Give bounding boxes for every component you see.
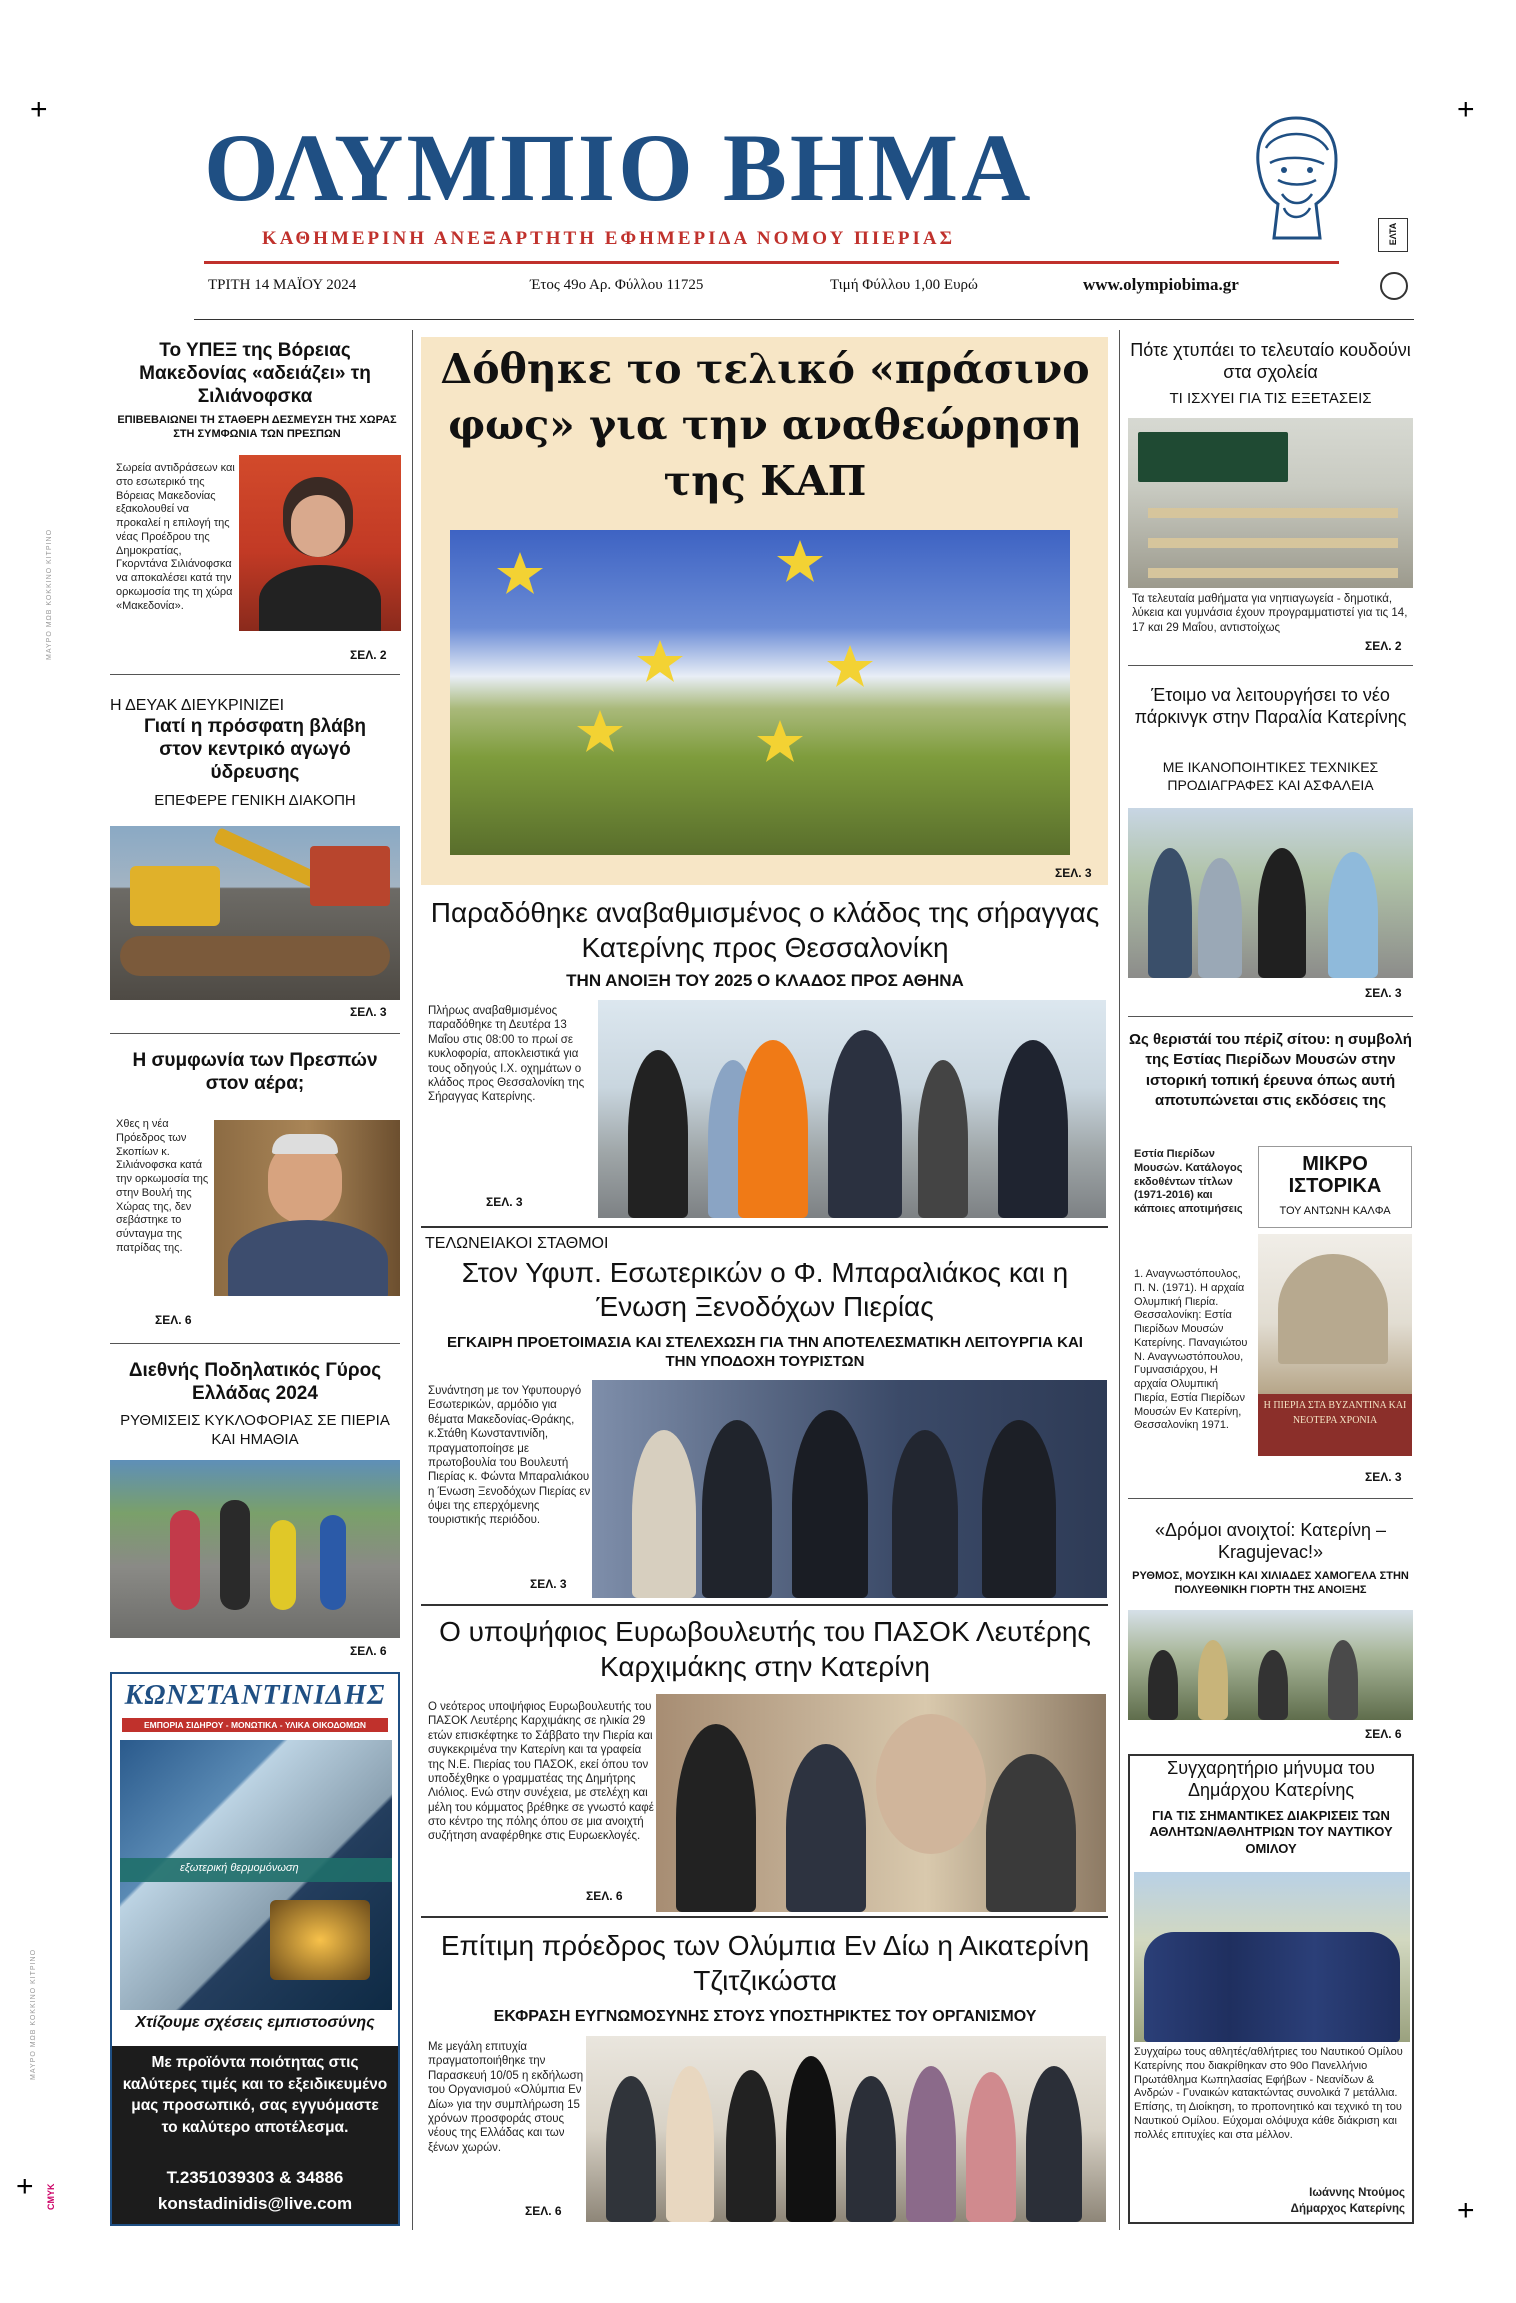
c2-page-ref[interactable]: ΣΕΛ. 3 bbox=[486, 1195, 523, 1209]
masthead-red-rule bbox=[204, 261, 1339, 264]
c5-page-ref[interactable]: ΣΕΛ. 6 bbox=[525, 2204, 562, 2218]
c3-page-ref[interactable]: ΣΕΛ. 3 bbox=[530, 1577, 567, 1591]
a2-headline[interactable]: Γιατί η πρόσφατη βλάβη στον κεντρικό αγωγό ύδρευσης bbox=[143, 716, 367, 783]
registration-mark-top-left: + bbox=[30, 93, 48, 126]
a4-kicker: ΡΥΘΜΙΣΕΙΣ ΚΥΚΛΟΦΟΡΙΑΣ ΣΕ ΠΙΕΡΙΑ ΚΑΙ ΗΜΑΘΙΑ bbox=[120, 1412, 390, 1448]
r3-book-title: Η ΠΙΕΡΙΑ ΣΤΑ ΒΥΖΑΝΤΙΝΑ ΚΑΙ ΝΕΟΤΕΡΑ ΧΡΟΝΙΑ bbox=[1263, 1400, 1407, 1426]
c4-body: Ο νεότερος υποψήφιος Ευρωβουλευτής του ΠΑΣΟΚ Λευτέρης Καρχιμάκης σε ηλικία 29 ετών επισκέφτηκε το Σάββατο την Πιερία και συγκεκριμένα την Κατερίνη και τα γραφεία της Ν.Ε. Πιερίας του ΠΑΣΟΚ, εκεί όπου τον υποδέχθηκε ο γραμματέας της Δημήτρης Λιόλιος. Ενώ στην συνέχεια, με στελέχη και μέλη του κόμματος βρέθηκε σε γνωστό καφέ στο κέντρο της πόλης όπου σε μια ανοιχτή συζήτηση αναφέρθηκε στις Ευρωεκλογές. bbox=[428, 1701, 654, 1843]
rule bbox=[1128, 1016, 1413, 1017]
a3-headline[interactable]: Η συμφωνία των Πρεσπών στον αέρα; bbox=[132, 1050, 378, 1094]
a2-photo-excavator bbox=[110, 826, 400, 1000]
c5-photo-ceremony bbox=[586, 2036, 1106, 2222]
a4-headline[interactable]: Διεθνής Ποδηλατικός Γύρος Ελλάδας 2024 bbox=[128, 1360, 382, 1404]
issue-price: Τιμή Φύλλου 1,00 Ευρώ bbox=[830, 277, 978, 293]
masthead-bottom-rule bbox=[194, 319, 1414, 320]
color-strip-1: ΜΑΥΡΟ ΜΩΒ ΚΟΚΚΙΝΟ ΚΙΤΡΙΝΟ bbox=[46, 528, 53, 660]
r3-bold-text: Εστία Πιερίδων Μουσών. Κατάλογος εκδοθέντων τίτλων (1971-2016) και κάποιες αποτιμήσεις bbox=[1134, 1148, 1243, 1215]
elta-logo: ΕΛΤΑ bbox=[1378, 218, 1408, 252]
masthead-subtitle: ΚΑΘΗΜΕΡΙΝΗ ΑΝΕΞΑΡΤΗΤΗ ΕΦΗΜΕΡΙΔΑ ΝΟΜΟΥ ΠΙΕΡΙΑΣ bbox=[262, 228, 956, 249]
c5-body: Με μεγάλη επιτυχία πραγματοποιήθηκε την Παρασκευή 10/05 η εκδήλωση του Οργανισμού «Ολύμπια Εν Δίω» για την συμπλήρωση 15 χρόνων προσφοράς στους νέους της Ελλάδας και των ξένων χωρών. bbox=[428, 2041, 584, 2154]
ad-image-panels bbox=[120, 1740, 392, 2010]
a1-headline[interactable]: Το ΥΠΕΞ της Βόρειας Μακεδονίας «αδειάζει» τη Σιλιάνοφσκα bbox=[139, 340, 371, 407]
r2-photo-parking bbox=[1128, 808, 1413, 978]
r4-headline[interactable]: «Δρόμοι ανοιχτοί: Κατερίνη – Kragujevac!» bbox=[1155, 1520, 1386, 1562]
r1-kicker: ΤΙ ΙΣΧΥΕΙ ΓΙΑ ΤΙΣ ΕΞΕΤΑΣΕΙΣ bbox=[1169, 390, 1372, 407]
a1-photo bbox=[239, 455, 401, 631]
a3-photo bbox=[214, 1120, 400, 1296]
r1-page-ref[interactable]: ΣΕΛ. 2 bbox=[1365, 639, 1402, 653]
r1-headline[interactable]: Πότε χτυπάει το τελευταίο κουδούνι στα σχολεία bbox=[1130, 340, 1411, 382]
lead-page-ref[interactable]: ΣΕΛ. 3 bbox=[1055, 866, 1092, 880]
c5-kicker: ΕΚΦΡΑΣΗ ΕΥΓΝΩΜΟΣΥΝΗΣ ΣΤΟΥΣ ΥΠΟΣΤΗΡΙΚΤΕΣ ΤΟΥ ΟΡΓΑΝΙΣΜΟΥ bbox=[493, 2008, 1037, 2025]
c3-body: Συνάντηση με τον Υφυπουργό Εσωτερικών, αρμόδιο για θέματα Μακεδονίας-Θράκης, κ.Στάθη Κωνσταντινίδη, πραγματοποίησε με πρωτοβουλία του Βουλευτή Πιερίας κ. Φώντα Μπαραλιάκου η Ένωση Ξενοδόχων Πιερίας εν όψει της επερχόμενης τουριστικής περιόδου. bbox=[428, 1385, 591, 1527]
a1-body: Σωρεία αντιδράσεων και στο εσωτερικό της Βόρειας Μακεδονίας εξακολουθεί να προκαλεί η επιλογή της νέας Προέδρου της Δημοκρατίας, Γκορντάνα Σιλιάνοφσκα να αποκαλέσει κατά την ορκωμοσία της τη χώρα «Μακεδονία». bbox=[116, 462, 235, 612]
rule bbox=[421, 1226, 1108, 1228]
ad-body: Με προϊόντα ποιότητας στις καλύτερες τιμές και το εξειδικευμένο μας προσωπικό, σας εγγυόμαστε το καλύτερο αποτέλεσμα. bbox=[122, 2054, 388, 2137]
c4-photo-pasok bbox=[656, 1694, 1106, 1912]
rule bbox=[110, 1343, 400, 1344]
divider-right bbox=[1119, 330, 1120, 2230]
a1-kicker: ΕΠΙΒΕΒΑΙΩΝΕΙ ΤΗ ΣΤΑΘΕΡΗ ΔΕΣΜΕΥΣΗ ΤΗΣ ΧΩΡΑΣ ΣΤΗ ΣΥΜΦΩΝΙΑ ΤΩΝ ΠΡΕΣΠΩΝ bbox=[117, 414, 397, 440]
a2-kicker: ΕΠΕΦΕΡΕ ΓΕΝΙΚΗ ΔΙΑΚΟΠΗ bbox=[154, 792, 356, 809]
c2-body: Πλήρως αναβαθμισμένος παραδόθηκε τη Δευτέρα 13 Μαΐου στις 08:00 το πρωί σε κυκλοφορία, αποκλειστικά για τους οδηγούς Ι.Χ. οχημάτων ο κλάδος προς Θεσσαλονίκη της Σήραγγας Κατερίνης. bbox=[428, 1005, 585, 1104]
ad-slogan: Χτίζουμε σχέσεις εμπιστοσύνης bbox=[135, 2014, 375, 2031]
r4-kicker: ΡΥΘΜΟΣ, ΜΟΥΣΙΚΗ ΚΑΙ ΧΙΛΙΑΔΕΣ ΧΑΜΟΓΕΛΑ ΣΤΗΝ ΠΟΛΥΕΘΝΙΚΗ ΓΙΟΡΤΗ ΤΗΣ ΑΝΟΙΞΗΣ bbox=[1132, 1570, 1409, 1596]
a2-page-ref[interactable]: ΣΕΛ. 3 bbox=[350, 1005, 387, 1019]
r3-box-title: ΜΙΚΡΟ ΙΣΤΟΡΙΚΑ bbox=[1288, 1153, 1382, 1197]
r5-signature-title: Δήμαρχος Κατερίνης bbox=[1290, 2203, 1405, 2215]
c2-kicker: ΤΗΝ ΑΝΟΙΞΗ ΤΟΥ 2025 Ο ΚΛΑΔΟΣ ΠΡΟΣ ΑΘΗΝΑ bbox=[566, 971, 964, 990]
c4-headline[interactable]: Ο υποψήφιος Ευρωβουλευτής του ΠΑΣΟΚ Λευτέρης Καρχιμάκης στην Κατερίνη bbox=[439, 1616, 1091, 1682]
a3-page-ref[interactable]: ΣΕΛ. 6 bbox=[155, 1313, 192, 1327]
masthead-title: ΟΛΥΜΠΙΟ ΒΗΜΑ bbox=[204, 114, 1034, 221]
r4-page-ref[interactable]: ΣΕΛ. 6 bbox=[1365, 1727, 1402, 1741]
rule bbox=[110, 1033, 400, 1034]
divider-left bbox=[412, 330, 413, 2230]
rule bbox=[421, 1916, 1108, 1918]
r3-page-ref[interactable]: ΣΕΛ. 3 bbox=[1365, 1470, 1402, 1484]
r5-photo-rowers bbox=[1134, 1872, 1410, 2042]
ad-email[interactable]: konstadinidis@live.com bbox=[157, 2194, 353, 2213]
r2-kicker: ΜΕ ΙΚΑΝΟΠΟΙΗΤΙΚΕΣ ΤΕΧΝΙΚΕΣ ΠΡΟΔΙΑΓΡΑΦΕΣ ΚΑΙ ΑΣΦΑΛΕΙΑ bbox=[1162, 759, 1379, 793]
color-strip-2: ΜΑΥΡΟ ΜΩΒ ΚΟΚΚΙΝΟ ΚΙΤΡΙΝΟ bbox=[30, 1948, 37, 2080]
r3-box-author: ΤΟΥ ΑΝΤΩΝΗ ΚΑΛΦΑ bbox=[1279, 1205, 1391, 1217]
ad-image-caption: εξωτερική θερμομόνωση bbox=[180, 1862, 299, 1874]
rule bbox=[110, 674, 400, 675]
lead-headline[interactable]: Δόθηκε το τελικό «πράσινο φως» για την αναθεώρηση της ΚΑΠ bbox=[440, 345, 1090, 505]
r3-body: 1. Αναγνωστόπουλος, Π. Ν. (1971). Η αρχαία Ολυμπική Πιερία. Θεσσαλονίκη: Εστία Πιερίδων Μουσών Κατερίνης. Παναγιώτου Ν. Αναγνωστόπουλου, Γυμνασιάρχου, Η αρχαία Ολυμπική Πιερία, Εστία Πιερίδων Μουσών Εν Κατερίνη, Θεσσαλονίκη 1971. bbox=[1134, 1268, 1248, 1432]
ad-tagline: ΕΜΠΟΡΙΑ ΣΙΔΗΡΟΥ - ΜΟΝΩΤΙΚΑ - ΥΛΙΚΑ ΟΙΚΟΔΟΜΩΝ bbox=[122, 1718, 388, 1732]
registration-mark-bottom-right: + bbox=[1457, 2194, 1475, 2227]
r5-headline[interactable]: Συγχαρητήριο μήνυμα του Δημάρχου Κατερίνης bbox=[1167, 1758, 1375, 1800]
seal-logo bbox=[1380, 272, 1408, 300]
r5-kicker: ΓΙΑ ΤΙΣ ΣΗΜΑΝΤΙΚΕΣ ΔΙΑΚΡΙΣΕΙΣ ΤΩΝ ΑΘΛΗΤΩΝ/ΑΘΛΗΤΡΙΩΝ ΤΟΥ ΝΑΥΤΙΚΟΥ ΟΜΙΛΟΥ bbox=[1149, 1808, 1393, 1856]
issue-date: ΤΡΙΤΗ 14 ΜΑΪΟΥ 2024 bbox=[208, 277, 357, 293]
c3-kicker: ΕΓΚΑΙΡΗ ΠΡΟΕΤΟΙΜΑΣΙΑ ΚΑΙ ΣΤΕΛΕΧΩΣΗ ΓΙΑ ΤΗΝ ΑΠΟΤΕΛΕΣΜΑΤΙΚΗ ΛΕΙΤΟΥΡΓΙΑ ΚΑΙ ΤΗΝ ΥΠΟΔΟΧΗ ΤΟΥΡΙΣΤΩΝ bbox=[447, 1334, 1083, 1370]
a3-body: Χθες η νέα Πρόεδρος των Σκοπίων κ. Σιλιάνοφσκα κατά την ορκωμοσία της στην Βουλή της Χώρας της, δεν σεβάστηκε το σύνταγμα της πατρίδας της. bbox=[116, 1118, 209, 1254]
rule bbox=[421, 1604, 1108, 1606]
ad-brand: ΚΩΝΣΤΑΝΤΙΝΙΔΗΣ bbox=[124, 1680, 386, 1711]
advertisement-konstantinidis[interactable] bbox=[110, 1672, 400, 2226]
r3-book-cover bbox=[1258, 1234, 1412, 1456]
ad-phone[interactable]: Τ.2351039303 & 34886 bbox=[166, 2168, 344, 2187]
c4-page-ref[interactable]: ΣΕΛ. 6 bbox=[586, 1889, 623, 1903]
rule bbox=[1128, 665, 1413, 666]
lead-photo-eu-field bbox=[450, 530, 1070, 855]
issue-number: Έτος 49ο Αρ. Φύλλου 11725 bbox=[530, 277, 704, 293]
r3-mikro-istorika-box bbox=[1258, 1146, 1412, 1228]
zeus-head-logo bbox=[1238, 108, 1356, 248]
r2-headline[interactable]: Έτοιμο να λειτουργήσει το νέο πάρκινγκ στην Παραλία Κατερίνης bbox=[1134, 685, 1407, 727]
r2-page-ref[interactable]: ΣΕΛ. 3 bbox=[1365, 986, 1402, 1000]
cmyk-strip: CMYK bbox=[46, 2183, 56, 2210]
c2-photo-officials bbox=[598, 1000, 1106, 1218]
c5-headline[interactable]: Επίτιμη πρόεδρος των Ολύμπια Εν Δίω η Αικατερίνη Τζιτζικώστα bbox=[440, 1930, 1090, 1996]
r4-photo-festival bbox=[1128, 1610, 1413, 1720]
registration-mark-top-right: + bbox=[1457, 93, 1475, 126]
a4-photo-cyclists bbox=[110, 1460, 400, 1638]
a1-page-ref[interactable]: ΣΕΛ. 2 bbox=[350, 648, 387, 662]
c3-photo-meeting bbox=[592, 1380, 1107, 1598]
r3-headline[interactable]: Ως θεριστάί του πέρiζ σίτου: η συμβολή της Εστίας Πιερίδων Μουσών στην ιστορική τοπική έρευνα όπως αυτή αποτυπώνεται στις εκδόσεις της bbox=[1129, 1031, 1412, 1109]
c3-headline[interactable]: Στον Υφυπ. Εσωτερικών ο Φ. Μπαραλιάκος και η Ένωση Ξενοδόχων Πιερίας bbox=[461, 1257, 1069, 1323]
website-link[interactable]: www.olympiobima.gr bbox=[1083, 275, 1239, 294]
r5-signature-name: Ιωάννης Ντούμος bbox=[1309, 2187, 1405, 2199]
a2-kicker-top: Η ΔΕΥΑΚ ΔΙΕΥΚΡΙΝΙΖΕΙ bbox=[110, 697, 285, 714]
a4-page-ref[interactable]: ΣΕΛ. 6 bbox=[350, 1644, 387, 1658]
r5-body: Συγχαίρω τους αθλητές/αθλήτριες του Ναυτικού Ομίλου Κατερίνης που διακρίθηκαν στο 90ο Πανελλήνιο Πρωτάθλημα Κωπηλασίας Εφήβων - Νεανίδων & Ανδρών - Γυναικών κατακτώντας συνολικά 7 μετάλλια. Επίσης, τη Διοίκηση, το προπονητικό και τεχνικό τη του Ναυτικού Ομίλου. Εύχομαι ολόψυχα κάθε διάκριση και πολλές επιτυχίες και στα μέλλον. bbox=[1134, 2046, 1403, 2141]
rule bbox=[1128, 1498, 1413, 1499]
c2-headline[interactable]: Παραδόθηκε αναβαθμισμένος ο κλάδος της σήραγγας Κατερίνης προς Θεσσαλονίκη bbox=[430, 897, 1100, 963]
c3-kicker-top: ΤΕΛΩΝΕΙΑΚΟΙ ΣΤΑΘΜΟΙ bbox=[425, 1235, 609, 1252]
registration-mark-bottom-left: + bbox=[16, 2170, 34, 2203]
r1-photo-classroom bbox=[1128, 418, 1413, 588]
r1-body: Τα τελευταία μαθήματα για νηπιαγωγεία - δημοτικά, λύκεια και γυμνάσια έχουν προγραμματιστεί για τις 14, 17 και 29 Μαΐου, αντιστοίχως bbox=[1132, 593, 1408, 634]
